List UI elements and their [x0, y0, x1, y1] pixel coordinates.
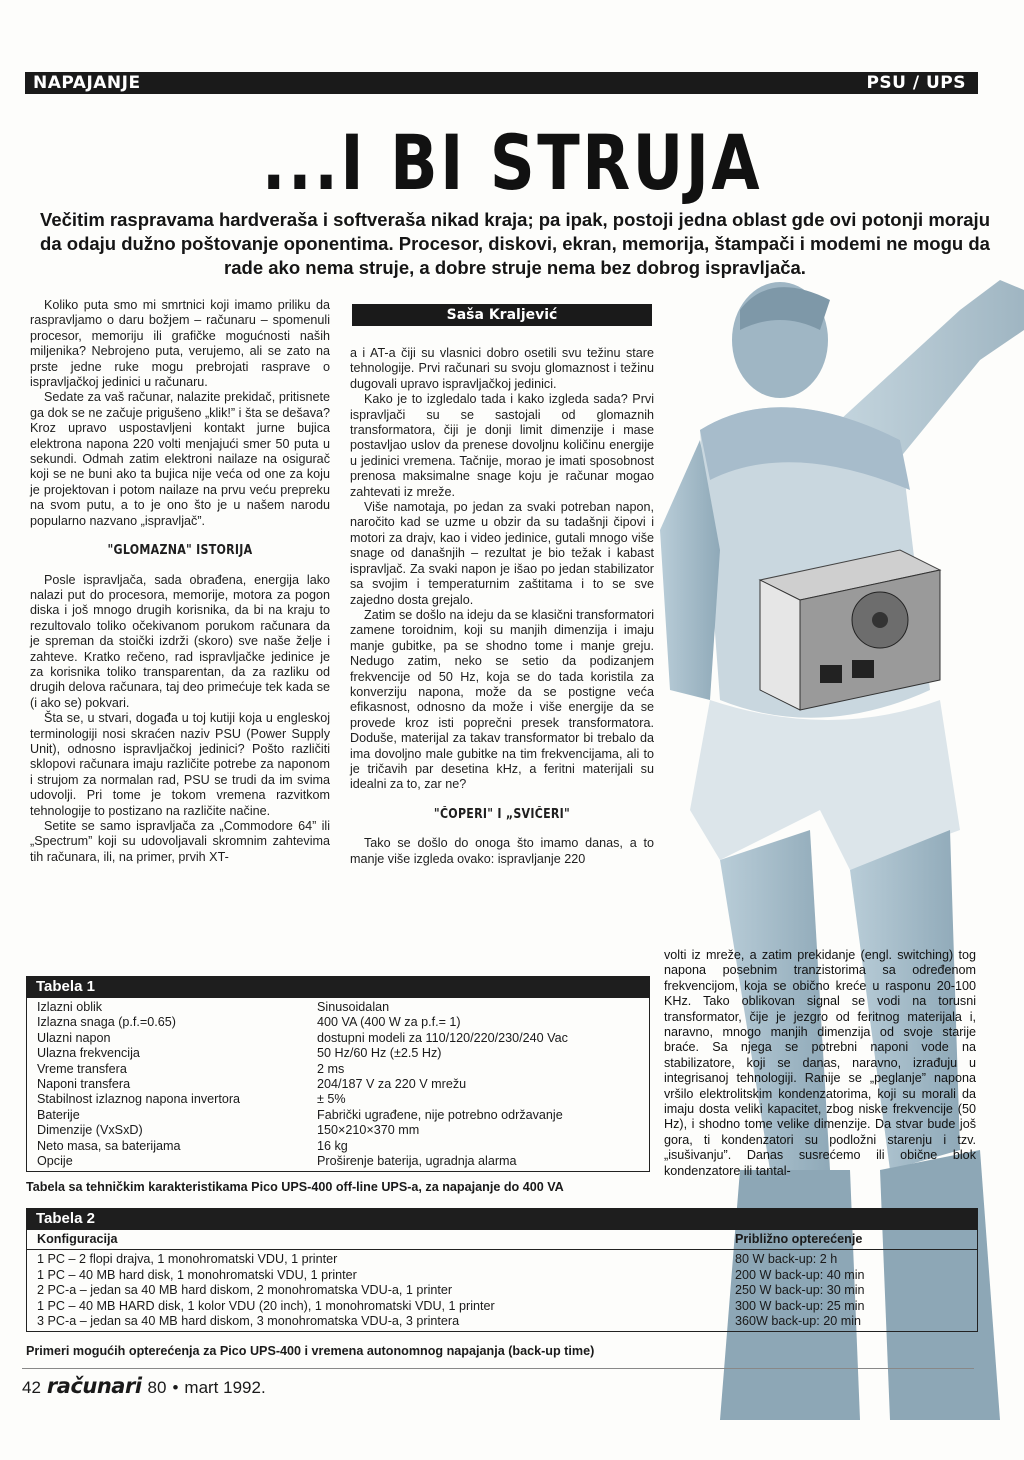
article-column-3	[664, 948, 976, 1179]
row-label: Dimenzije (VxSxD)	[37, 1123, 143, 1138]
table-1	[26, 976, 650, 1194]
topic-label: PSU / UPS	[866, 73, 966, 93]
issue-date: mart 1992.	[184, 1378, 266, 1397]
paragraph: Kako je to izgledalo tada i kako izgleda sada? Prvi ispravljači su se sastojali od glomaznih transformatora, čiji je donji limit dimenzije i mase postavljao uslov da prenese dovoljnu količinu energije u jedinici vremena. Tačnije, morao je imati sposobnost prenosa maksimalne snage koju je računar mogao zahtevati iz mreže.	[350, 392, 654, 499]
row-label: Vreme transfera	[37, 1061, 127, 1076]
row-value: 16 kg	[317, 1138, 348, 1153]
table-row	[37, 1268, 967, 1283]
paragraph: Koliko puta smo mi smrtnici koji imamo priliku da raspravljamo o daru božjem – računaru – spomenuli procesor, memoriju ili grafičke mogućnosti naših miljenika? Nebrojeno puta, verujemo, ali se zato na prste jedne ruke mogu prebrojati rasprave o ispravljačkoj jedinici u računaru.	[30, 298, 330, 390]
configuration-cell: 1 PC – 40 MB HARD disk, 1 kolor VDU (20 inch), 1 monohromatski VDU, 1 printer	[37, 1298, 495, 1313]
load-cell: 360W back-up: 20 min	[735, 1314, 861, 1329]
configuration-cell: 1 PC – 2 flopi drajva, 1 monohromatski VDU, 1 printer	[37, 1252, 338, 1267]
row-value: 50 Hz/60 Hz (±2.5 Hz)	[317, 1046, 442, 1061]
issue-number: 80	[147, 1378, 167, 1397]
table-body	[26, 998, 650, 1172]
paragraph: Setite se samo ispravljača za „Commodore 64” ili „Spectrum” koji su udovoljavali skromnim zahtevima tih računara, ili, na primer, prvih XT-	[30, 819, 330, 864]
subheading: "ČOPERI" I „SVIČERI"	[433, 806, 571, 822]
row-label: Neto masa, sa baterijama	[37, 1138, 181, 1153]
article-column-2	[350, 346, 654, 867]
table-row	[37, 1062, 641, 1077]
page-number: 42	[22, 1378, 41, 1397]
table-title: Tabela 1	[26, 976, 650, 998]
row-label: Ulazna frekvencija	[37, 1046, 140, 1061]
table-row	[37, 1123, 641, 1138]
table-rows	[27, 1250, 977, 1331]
table-row	[37, 1154, 641, 1169]
configuration-cell: 3 PC-a – jedan sa 40 MB hard diskom, 3 monohromatska VDU-a, 3 printera	[37, 1314, 460, 1329]
article-lead: Večitim raspravama hardveraša i softveraša nikad kraja; pa ipak, postoji jedna oblast gde ovi potonji moraju da odaju dužno poštovanje oponentima. Procesor, diskovi, ekran, memorija, štampači i modemi ne mogu da rade ako nema struje, a dobre struje nema bez dobrog ispravljača.	[40, 209, 990, 278]
load-cell: 300 W back-up: 25 min	[735, 1298, 865, 1313]
table-row	[37, 1314, 967, 1329]
table-2	[26, 1208, 978, 1358]
column-header: Konfiguracija	[37, 1232, 118, 1246]
paragraph: Tako se došlo do onoga što imamo danas, a to manje više izgleda ovako: ispravljanje 220	[350, 836, 654, 866]
paragraph: volti iz mreže, a zatim prekidanje (engl. switching) tog napona posebnim tranzistorima sa određenom frekvencijom, koja se obično kreće u rasponu 20-100 KHz. Tako oblikovan signal se vodi na torusni transformator, čije je jezgro od feritnog materijala i, naravno, mnogo manjih dimenzija od svoje starije braće. Sa njega se potrebni naponi vode na stabilizatore, koji se danas, naravno, izrađuju u integrisanoj tehnologiji. Ranije se „peglanje” napona vršilo elektrolitskim kondenzatorima, koji su morali da imaju dosta veliki kapacitet, zbog niske frekvencije (50 Hz), i shodno tome velike dimenzije. Da stvar bude još gora, ti kondenzatori su podložni starenju i tzv. „isušivanju”. Danas susrećemo ili obične blok kondenzatore ili tantal-	[664, 948, 976, 1178]
row-label: Ulazni napon	[37, 1030, 111, 1045]
table-header-row	[27, 1230, 977, 1250]
row-value: 204/187 V za 220 V mrežu	[317, 1077, 467, 1092]
table-row	[37, 1299, 967, 1314]
article-column-1	[30, 298, 330, 865]
subheading: "GLOMAZNA" ISTORIJA	[107, 543, 253, 559]
page-footer	[22, 1374, 266, 1398]
table-row	[37, 1139, 641, 1154]
table-row	[37, 1000, 641, 1015]
author-byline: Saša Kraljević	[352, 304, 652, 326]
section-label: NAPAJANJE	[33, 73, 141, 93]
table-row	[37, 1046, 641, 1061]
paragraph: Posle ispravljača, sada obrađena, energija lako nalazi put do procesora, memorije, motora za pogon diska i još mnogo drugih korisnika, da bi na kraju to rezultovalo toliko očekivanom porukom računara da je spreman da stoički izdrži (skoro) sve naše želje i zahteve. Kratko rečeno, rad ispravljačke jedinice je za korisnika toliko transparentan, da za razliku od drugih delova računara, taj deo primećuje tek kada se (i ako se) pokvari.	[30, 572, 330, 710]
table-row	[37, 1092, 641, 1107]
table-body	[26, 1230, 978, 1332]
row-value: 400 VA (400 W za p.f.= 1)	[317, 1015, 461, 1030]
bullet-separator: •	[172, 1378, 179, 1397]
row-value: Fabrički ugrađene, nije potrebno održavanje	[317, 1107, 563, 1122]
load-cell: 200 W back-up: 40 min	[735, 1267, 865, 1282]
table-row	[37, 1077, 641, 1092]
paragraph: Zatim se došlo na ideju da se klasični transformatori zamene toroidnim, koji su manjih dimenzija i imaju manje gubitke, pa se shodno tome i manje greju. Nedugo zatim, neko se setio da podizanjem frekvencije od 50 Hz, koja se do tada koristila za konverziju napona, može da se postigne veća efikasnost, odnosno da može i više energije da se provede kroz isti poprečni presek transformatora. Doduše, materijal za takav transformator bi trebalo da ima dovoljno male gubitke na tim frekvencijama, ali to je tričavih par desetina kHz, a feritni materijali su idealni za to, zar ne?	[350, 607, 654, 792]
row-label: Opcije	[37, 1154, 73, 1169]
row-label: Stabilnost izlaznog napona invertora	[37, 1092, 241, 1107]
row-value: Sinusoidalan	[317, 1000, 390, 1014]
table-caption: Primeri mogućih opterećenja za Pico UPS-400 i vremena autonomnog napajanja (back-up time)	[26, 1344, 595, 1359]
paragraph: Više namotaja, po jedan za svaki potreban napon, naročito kad se uzme u obzir da su tadašnji čipovi i motori za drajv, kao i video jedinice, gutali mnogo više snage od današnjih – rezultat je bio težak i kabast ispravljač. Za svaki napon je išao po jedan stabilizator sa svojim i temperaturnim zaštitama i to se sve zajedno dosta grejalo.	[350, 500, 654, 607]
row-value: 150×210×370 mm	[317, 1123, 420, 1138]
paragraph: Sedate za vaš računar, nalazite prekidač, pritisnete ga dok se ne začuje prigušeno „klik!” i šta se dešava? Kroz upravo uspostavljeni kontakt jurne bujica elektrona napona 220 volti menjajući smer 50 puta u sekundi. Odmah zatim elektroni nailaze na osigurač koji se ne buni ako ta bujica nije veća od one za koju je projektovan i potom nailaze na prvu veću prepreku na svom putu, a to je ono što je u našem narodu popularno nazvano „ispravljač”.	[30, 390, 330, 528]
configuration-cell: 1 PC – 40 MB hard disk, 1 monohromatski VDU, 1 printer	[37, 1267, 357, 1282]
column-header: Približno opterećenje	[735, 1232, 863, 1246]
row-label: Izlazni oblik	[37, 1000, 103, 1014]
table-row	[37, 1015, 641, 1030]
magazine-logo: računari	[46, 1374, 142, 1398]
paragraph: a i AT-a čiji su vlasnici dobro osetili svu težinu stare tehnologije. Prvi računari su svoju glomaznost i težinu dugovali upravo ispravljačkoj jedinici.	[350, 346, 654, 391]
load-cell: 80 W back-up: 2 h	[735, 1252, 838, 1267]
row-label: Baterije	[37, 1107, 80, 1122]
psu-box	[760, 550, 940, 710]
section-header-bar	[25, 72, 978, 94]
table-row	[37, 1031, 641, 1046]
table-row	[37, 1252, 967, 1267]
table-caption: Tabela sa tehničkim karakteristikama Pico UPS-400 off-line UPS-a, za napajanje do 400 VA	[26, 1180, 564, 1195]
footer-divider	[22, 1368, 974, 1369]
paragraph: Šta se, u stvari, događa u toj kutiji koja u engleskoj terminologiji nosi skraćen naziv PSU (Power Supply Unit), odnosno ispravljačkoj jedinici? Pošto različiti sklopovi računara imaju različite potrebe za naponom i strujom za normalan rad, PSU se trudi da im svima udovolji. Pri tome je tokom vremena razvitkom tehnologije to postizano na različite načine.	[30, 711, 330, 818]
row-label: Izlazna snaga (p.f.=0.65)	[37, 1015, 176, 1030]
row-value: 2 ms	[317, 1061, 345, 1076]
load-cell: 250 W back-up: 30 min	[735, 1283, 865, 1298]
row-value: ± 5%	[317, 1092, 346, 1107]
row-value: dostupni modeli za 110/120/220/230/240 Vac	[317, 1030, 568, 1045]
table-row	[37, 1108, 641, 1123]
row-value: Proširenje baterija, ugradnja alarma	[317, 1154, 517, 1169]
table-row	[37, 1283, 967, 1298]
configuration-cell: 2 PC-a – jedan sa 40 MB hard diskom, 2 monohromatska VDU-a, 1 printer	[37, 1283, 453, 1298]
article-title: ...I BI STRUJA	[261, 118, 763, 207]
table-title: Tabela 2	[26, 1208, 978, 1230]
row-label: Naponi transfera	[37, 1077, 131, 1092]
